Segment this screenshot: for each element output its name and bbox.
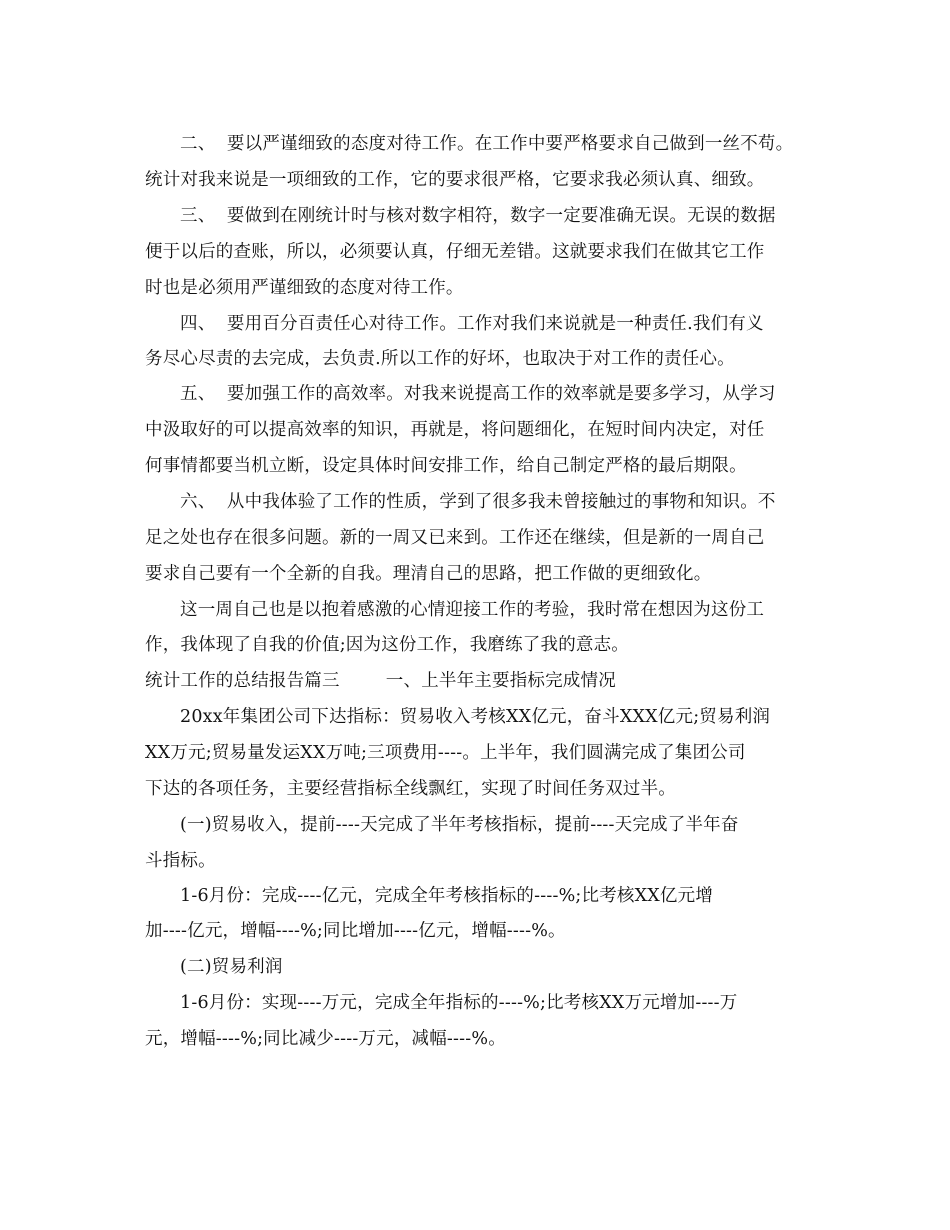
paragraph-line: 1-6月份：完成----亿元，完成全年考核指标的----%;比考核XX亿元增 — [180, 886, 714, 906]
paragraph-line: 务尽心尽责的去完成，去负责.所以工作的好坏，也取决于对工作的责任心。 — [145, 349, 735, 369]
paragraph-line: 1-6月份：实现----万元，完成全年指标的----%;比考核XX万元增加----万 — [180, 993, 738, 1013]
paragraph-line: 足之处也存在很多问题。新的一周又已来到。工作还在继续，但是新的一周自己 — [145, 528, 765, 548]
paragraph-line: 斗指标。 — [145, 851, 216, 871]
paragraph-line: XX万元;贸易量发运XX万吨;三项费用----。上半年，我们圆满完成了集团公司 — [145, 743, 746, 763]
paragraph-line: 要求自己要有一个全新的自我。理清自己的思路，把工作做的更细致化。 — [145, 564, 712, 584]
paragraph-line: 元，增幅----%;同比减少----万元，减幅----%。 — [145, 1029, 506, 1049]
section-heading: 统计工作的总结报告篇三 一、上半年主要指标完成情况 — [145, 671, 616, 691]
paragraph-line: 五、 要加强工作的高效率。对我来说提高工作的效率就是要多学习，从学习 — [180, 384, 776, 404]
paragraph-line: 中汲取好的可以提高效率的知识，再就是，将问题细化，在短时间内决定，对任 — [145, 420, 765, 440]
paragraph-line: 何事情都要当机立断，设定具体时间安排工作，给自己制定严格的最后期限。 — [145, 456, 747, 476]
paragraph-line: 作，我体现了自我的价值;因为这份工作，我磨练了我的意志。 — [145, 635, 629, 655]
paragraph-line: 下达的各项任务，主要经营指标全线飘红，实现了时间任务双过半。 — [145, 779, 676, 799]
paragraph-line: 二、 要以严谨细致的态度对待工作。在工作中要严格要求自己做到一丝不苟。 — [180, 134, 794, 154]
paragraph-line: 时也是必须用严谨细致的态度对待工作。 — [145, 278, 464, 298]
paragraph-line: (一)贸易收入，提前----天完成了半年考核指标，提前----天完成了半年奋 — [180, 815, 739, 835]
paragraph-line: 这一周自己也是以抱着感激的心情迎接工作的考验，我时常在想因为这份工 — [180, 600, 765, 620]
paragraph-line: 加----亿元，增幅----%;同比增加----亿元，增幅----%。 — [145, 921, 566, 941]
paragraph-line: 六、 从中我体验了工作的性质，学到了很多我未曾接触过的事物和知识。不 — [180, 492, 776, 512]
paragraph-line: 便于以后的查账，所以，必须要认真，仔细无差错。这就要求我们在做其它工作 — [145, 242, 765, 262]
paragraph-line: 三、 要做到在刚统计时与核对数字相符，数字一定要准确无误。无误的数据 — [180, 206, 776, 226]
paragraph-line: 20xx年集团公司下达指标：贸易收入考核XX亿元，奋斗XXX亿元;贸易利润 — [180, 707, 771, 727]
subheading-line: (二)贸易利润 — [180, 957, 283, 977]
paragraph-line: 四、 要用百分百责任心对待工作。工作对我们来说就是一种责任.我们有义 — [180, 314, 764, 334]
paragraph-line: 统计对我来说是一项细致的工作，它的要求很严格，它要求我必须认真、细致。 — [145, 170, 765, 190]
